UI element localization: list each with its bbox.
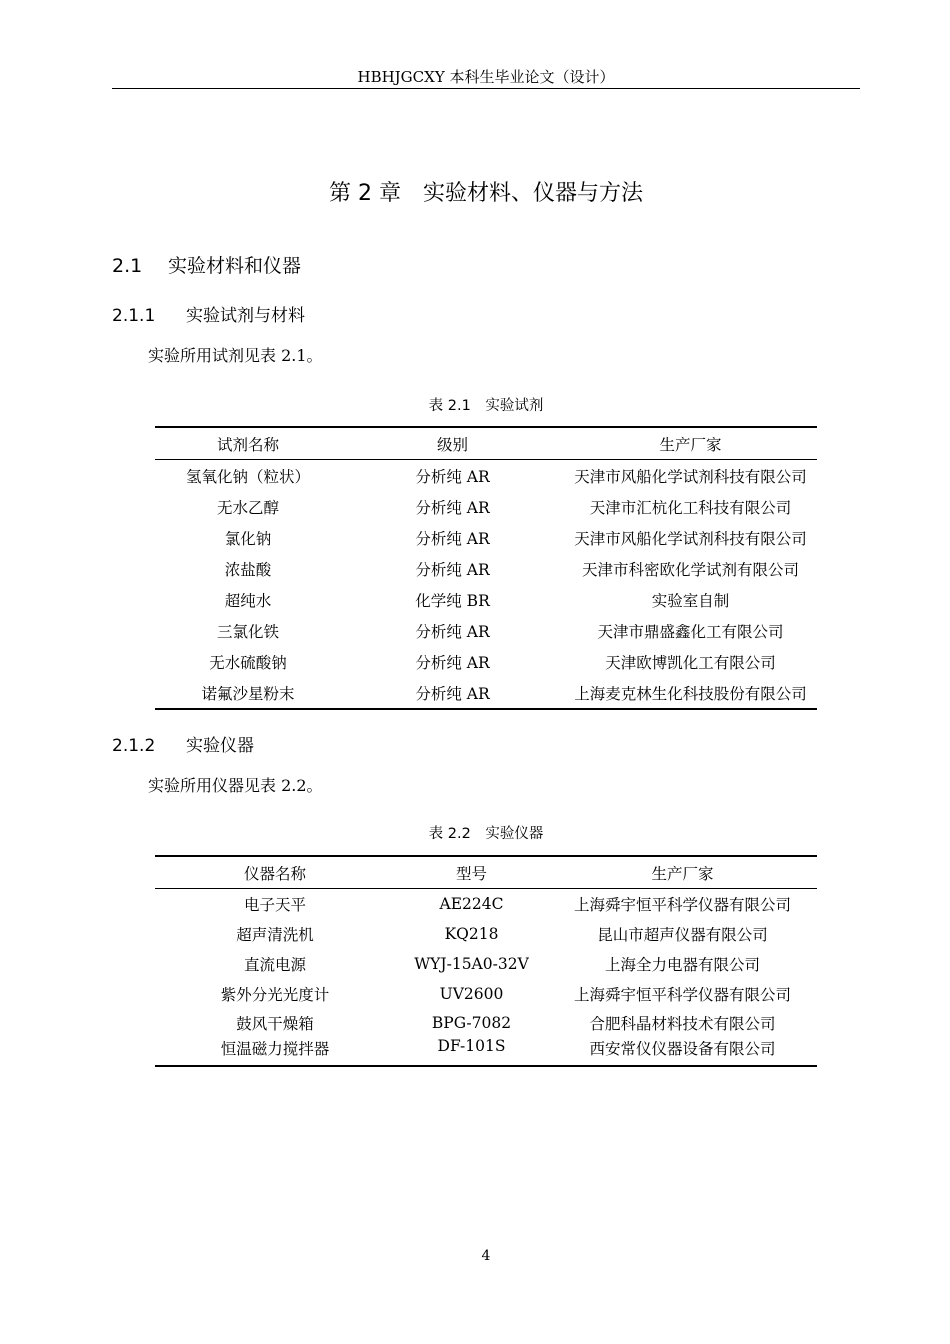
table-cell: 分析纯 AR	[415, 467, 490, 486]
table-cell: 三氯化铁	[216, 622, 279, 641]
paragraph-reagents: 实验所用试剂见表 2.1。	[148, 346, 323, 365]
section-number: 2.1.1	[112, 306, 156, 326]
table-header-row	[155, 856, 817, 889]
table-row	[155, 1009, 817, 1037]
table-cell: 分析纯 AR	[415, 498, 490, 517]
table-row	[155, 615, 817, 646]
column-header: 生产厂家	[564, 427, 817, 460]
section-title: 实验材料和仪器	[168, 255, 302, 277]
section-number: 2.1	[112, 255, 143, 277]
table-cell: 氢氧化钠（粒状）	[185, 467, 310, 486]
table-cell: BPG-7082	[431, 1014, 512, 1032]
table-cell: 天津欧博凯化工有限公司	[605, 653, 776, 672]
page-number: 4	[481, 1248, 491, 1264]
table-row	[155, 522, 817, 553]
column-header: 级别	[341, 427, 564, 460]
table-cell: 实验室自制	[651, 591, 730, 610]
table-cell: 西安常仪仪器设备有限公司	[548, 1037, 817, 1066]
table-cell: KQ218	[444, 925, 499, 943]
table-row	[155, 553, 817, 584]
column-header: 生产厂家	[548, 856, 817, 889]
section-2-1-heading	[112, 253, 301, 279]
section-2-1-1-heading	[112, 304, 305, 328]
table-cell: UV2600	[439, 985, 504, 1003]
table-row	[155, 646, 817, 677]
table-cell: 诺氟沙星粉末	[155, 677, 341, 709]
table-cell: 紫外分光光度计	[220, 986, 330, 1004]
section-title: 实验试剂与材料	[186, 306, 305, 326]
table-cell: 无水乙醇	[216, 498, 279, 517]
reagents-table	[155, 426, 817, 710]
table-cell: 天津市科密欧化学试剂有限公司	[581, 560, 799, 579]
table-cell: 天津市鼎盛鑫化工有限公司	[597, 622, 784, 641]
table-cell: 上海全力电器有限公司	[604, 956, 760, 974]
section-2-1-2-heading	[112, 734, 254, 758]
table-cell: 化学纯 BR	[415, 591, 490, 610]
table-cell: 合肥科晶材料技术有限公司	[589, 1015, 776, 1033]
table-cell: 恒温磁力搅拌器	[155, 1037, 395, 1066]
table-cell: 上海舜宇恒平科学仪器有限公司	[573, 896, 791, 914]
table-row	[155, 460, 817, 492]
table-2-caption: 表 2.2 实验仪器	[428, 826, 544, 842]
table-row	[155, 584, 817, 615]
table-cell: 天津市汇杭化工科技有限公司	[589, 498, 792, 517]
page-header: HBHJGCXY 本科生毕业论文（设计）	[357, 68, 615, 86]
table-cell: 上海舜宇恒平科学仪器有限公司	[573, 986, 791, 1004]
column-header: 仪器名称	[155, 856, 395, 889]
table-cell: 分析纯 AR	[415, 622, 490, 641]
table-cell: 直流电源	[243, 956, 306, 974]
table-row	[155, 1037, 817, 1066]
table-cell: 分析纯 AR	[415, 560, 490, 579]
table-cell: WYJ-15A0-32V	[414, 955, 529, 973]
table-row	[155, 949, 817, 979]
header-rule	[112, 88, 860, 89]
table-cell: 天津市风船化学试剂科技有限公司	[574, 529, 807, 548]
table-cell: 分析纯 AR	[341, 677, 564, 709]
paragraph-instruments: 实验所用仪器见表 2.2。	[148, 776, 323, 795]
table-cell: 天津市风船化学试剂科技有限公司	[574, 467, 807, 486]
table-cell: 电子天平	[243, 896, 306, 914]
table-cell: 浓盐酸	[224, 560, 272, 579]
instruments-table	[155, 855, 817, 1067]
table-row	[155, 491, 817, 522]
table-cell: DF-101S	[395, 1037, 548, 1066]
table-header-row	[155, 427, 817, 460]
section-title: 实验仪器	[186, 736, 254, 756]
table-cell: 无水硫酸钠	[209, 653, 287, 672]
table-cell: 分析纯 AR	[415, 529, 490, 548]
chapter-title: 第 2 章 实验材料、仪器与方法	[329, 181, 643, 206]
table-cell: 氯化钠	[224, 529, 272, 548]
table-cell: 分析纯 AR	[415, 653, 490, 672]
column-header: 型号	[395, 856, 548, 889]
column-header: 试剂名称	[155, 427, 341, 460]
table-row	[155, 919, 817, 949]
table-1-caption: 表 2.1 实验试剂	[428, 398, 544, 414]
table-cell: 昆山市超声仪器有限公司	[597, 926, 768, 944]
table-cell: 超声清洗机	[236, 926, 314, 944]
table-row	[155, 677, 817, 709]
table-cell: 超纯水	[224, 591, 272, 610]
table-row	[155, 889, 817, 920]
section-number: 2.1.2	[112, 736, 156, 756]
table-cell: AE224C	[439, 895, 504, 913]
table-row	[155, 979, 817, 1009]
table-cell: 上海麦克林生化科技股份有限公司	[564, 677, 817, 709]
table-cell: 鼓风干燥箱	[236, 1015, 314, 1033]
